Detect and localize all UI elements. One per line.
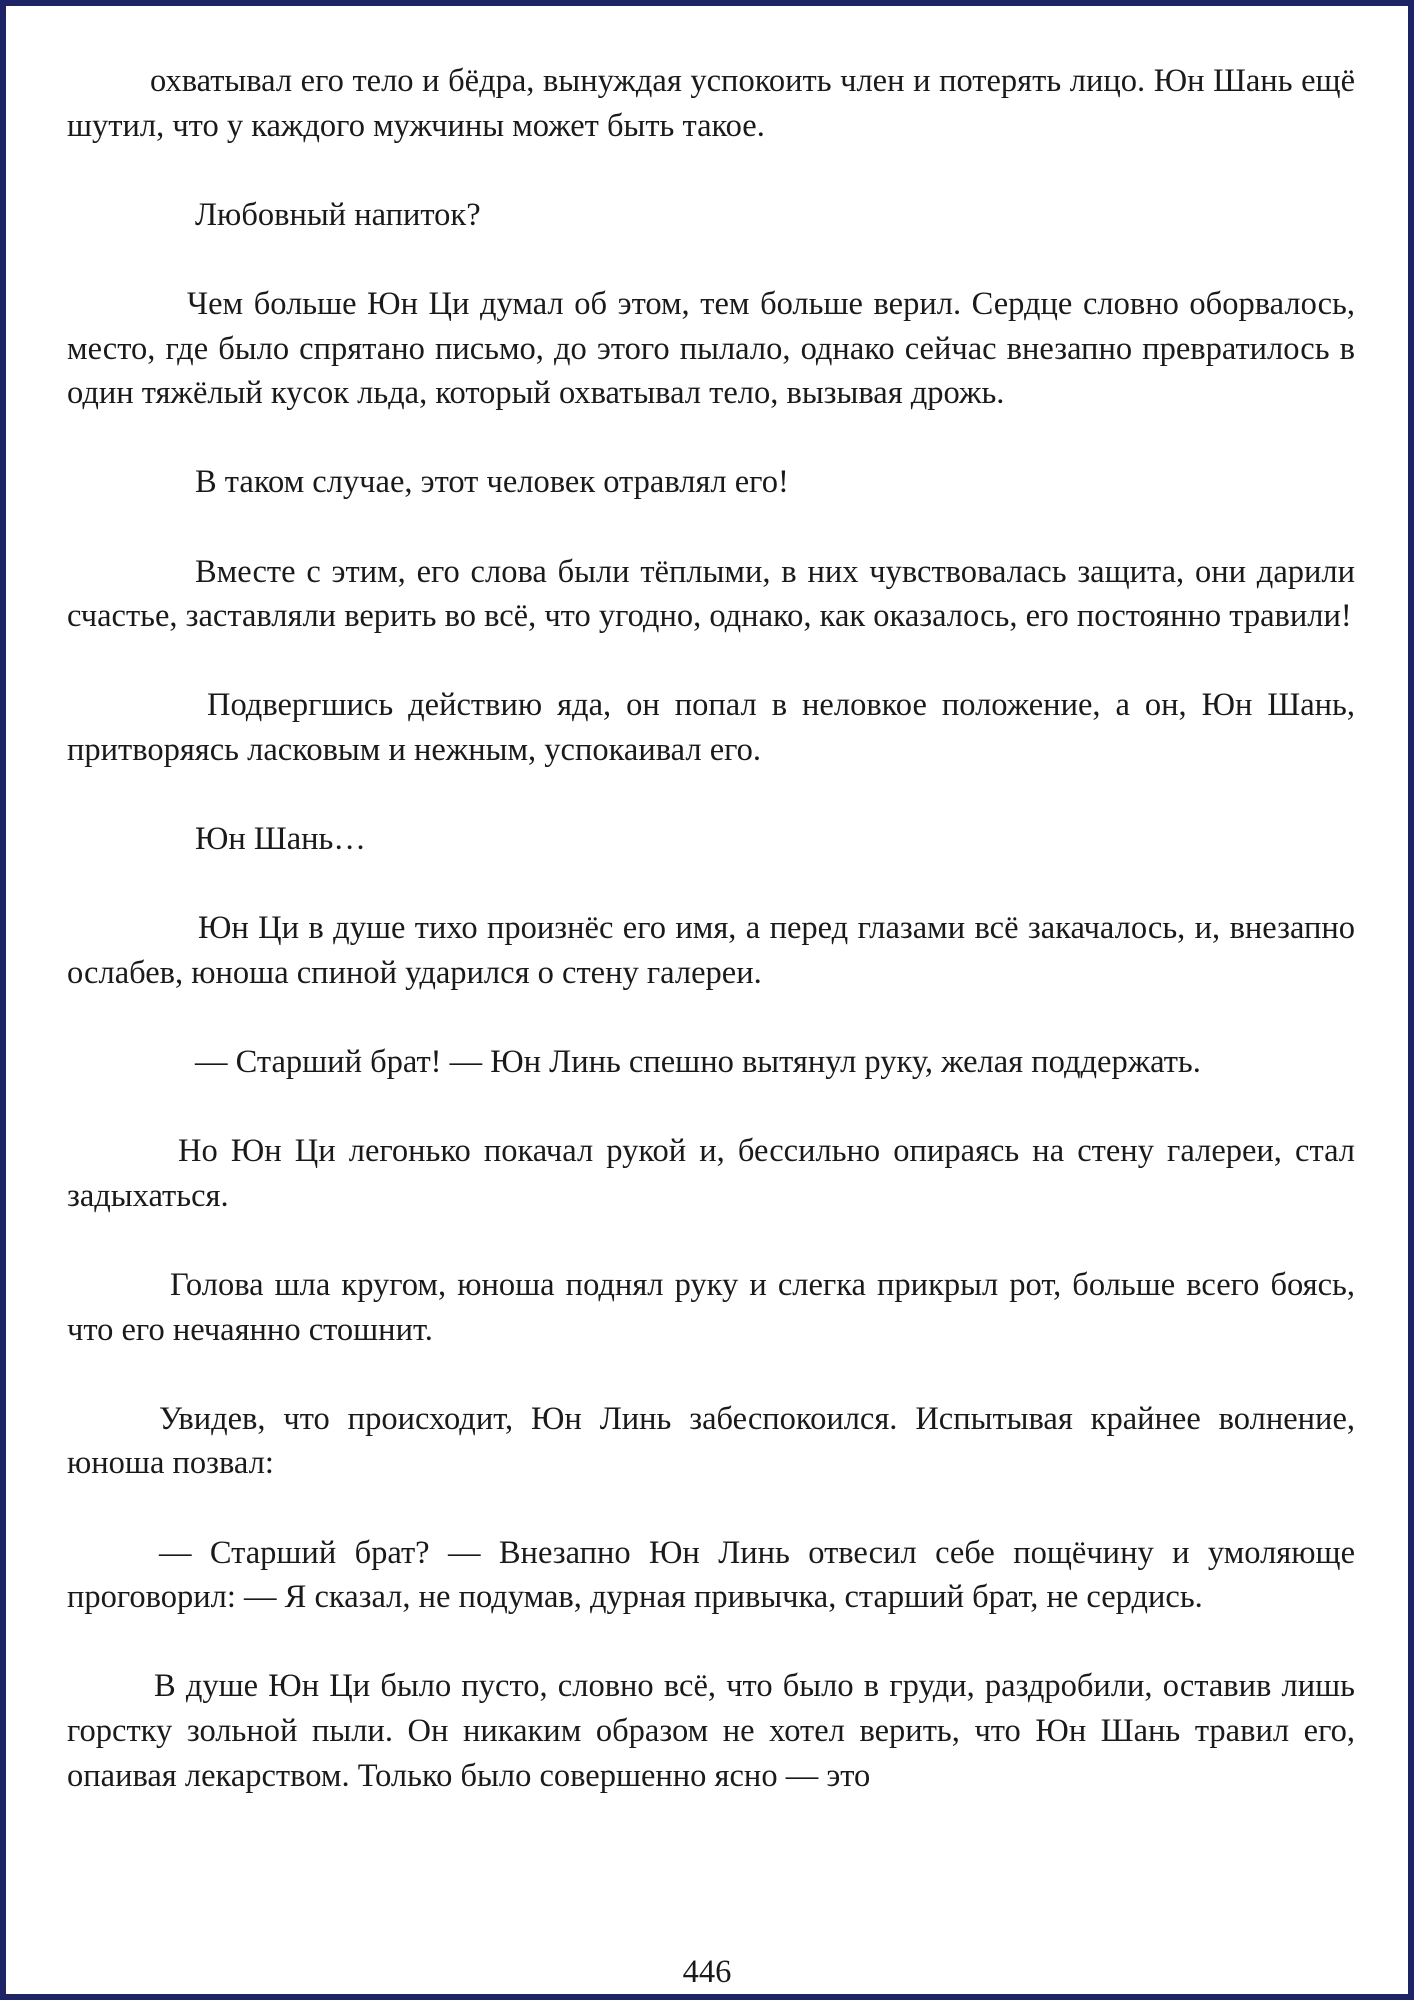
- paragraph-13: — Старший брат? — Внезапно Юн Линь отвесил себе пощёчину и умоляюще проговорил: — Я сказал, не подумав, дурная привычка, старший брат, не сердись.: [67, 1534, 1355, 1616]
- paragraph-1: охватывал его тело и бёдра, вынуждая успокоить член и потерять лицо. Юн Шань ещё шутил, что у каждого мужчины может быть такое.: [67, 63, 1355, 144]
- paragraph-3: Чем больше Юн Ци думал об этом, тем больше верил. Сердце словно оборвалось, место, где было спрятано письмо, до этого пылало, однако сейчас внезапно превратилось в один тяжёлый кусок льда, который охватывал тело, вызывая дрожь.: [67, 285, 1355, 412]
- paragraph-10: Но Юн Ци легонько покачал рукой и, бессильно опираясь на стену галереи, стал задыхаться.: [67, 1133, 1355, 1214]
- paragraph-11: Голова шла кругом, юноша поднял руку и слегка прикрыл рот, больше всего боясь, что его нечаянно стошнит.: [67, 1267, 1355, 1348]
- paragraph-14: В душе Юн Ци было пусто, словно всё, что было в груди, раздробили, оставив лишь горстку зольной пыли. Он никаким образом не хотел верить, что Юн Шань травил его, опаивая лекарством. Только было совершенно ясно — это: [67, 1668, 1355, 1794]
- paragraph-5: Вместе с этим, его слова были тёплыми, в них чувствовалась защита, они дарили счастье, заставляли верить во всё, что угодно, однако, как оказалось, его постоянно травили!: [67, 553, 1355, 635]
- paragraph-9: — Старший брат! — Юн Линь спешно вытянул руку, желая поддержать.: [195, 1044, 1201, 1081]
- paragraph-7: Юн Шань…: [195, 821, 366, 858]
- page-text-body: [67, 59, 1355, 1843]
- paragraph-12: Увидев, что происходит, Юн Линь забеспокоился. Испытывая крайнее волнение, юноша позвал:: [67, 1400, 1355, 1482]
- paragraph-2: Любовный напиток?: [195, 196, 481, 233]
- paragraph-6: Подвергшись действию яда, он попал в неловкое положение, а он, Юн Шань, притворяясь ласковым и нежным, успокаивал его.: [67, 687, 1355, 768]
- page-number: 446: [682, 1954, 732, 1990]
- paragraph-4: В таком случае, этот человек отравлял его!: [195, 464, 789, 501]
- paragraph-8: Юн Ци в душе тихо произнёс его имя, а перед глазами всё закачалось, и, внезапно ослабев, юноша спиной ударился о стену галереи.: [67, 910, 1355, 991]
